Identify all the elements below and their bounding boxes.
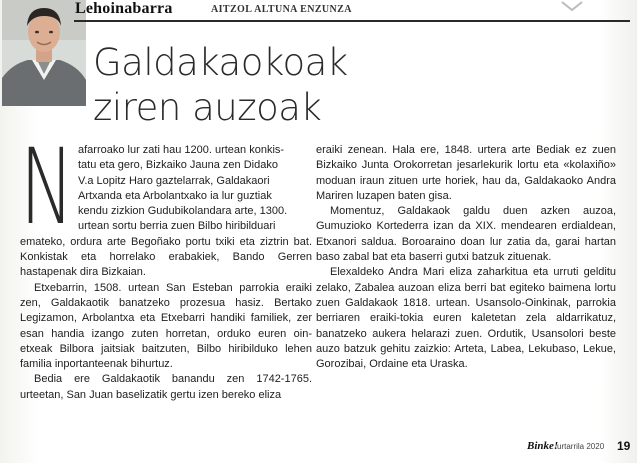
magazine-brand: Binke! [527, 440, 559, 452]
section-title: Lehoinabarra [75, 0, 173, 17]
intro-line: tatu eta gero, Bizkaiko Jauna zen Didako [78, 159, 278, 172]
intro-lines [20, 143, 312, 235]
paragraph: Momentuz, Galdakaok galdu duen azken auzoa, Gumuzioko Kortederra izan da XIX. mendearen erdialdean, Etxanori saldua. Boroaraino doan lur zatia da, garai hartan baso zabal bat eta baserri gutxi batzuk zituenak. [316, 205, 616, 264]
title-line-1: Galdakaokoak [93, 41, 348, 84]
page-number: 19 [617, 439, 631, 453]
intro-line: afarroako lur zati hau 1200. urtean konkis- [78, 144, 285, 156]
corner-decoration-icon [560, 0, 584, 20]
intro-line: Artxanda eta Arbolantxako ia lur guztiak [78, 189, 272, 202]
author-portrait-image [2, 0, 86, 106]
paragraph: Elexaldeko Andra Mari eliza zaharkitua eta urruti gelditu zelako, Zabalea auzoan eliza berri bat egiteko baimena lortu zuen Galdakaok 1818. urtean. Usansolo-Oinkinak, parrokia berriaren eraiki-tokia euren kaletetan zela aldarrikatuz, banatzeko aukera helarazi zuen. Ordutik, Usansolori beste auzo batzuk gehitu zaizkio: Arteta, Labea, Lekubaso, Lekue, Gorozibai, Ordaine eta Uraska. [316, 266, 616, 371]
header-rule [74, 20, 630, 22]
intro-line: V.a Lopitz Haro gaztelarrak, Galdakaori [78, 174, 270, 187]
article-column-right [316, 143, 616, 372]
article-title [93, 40, 348, 130]
issue-date: urtarrila 2020 [557, 442, 605, 451]
paragraph: eraiki zenean. Hala ere, 1848. urtera arte Bediak ez zuen Bizkaiko Junta Orokorretan jesarlekurik lortu eta «kolaxiño» moduan iraun zituen urte horiek, hau da, Galdakaoko Andra Mariren luzapen baten gisa. [316, 144, 616, 202]
author-name: AITZOL ALTUNA ENZUNZA [211, 4, 352, 15]
author-photo [2, 0, 86, 106]
article-column-left [20, 143, 312, 403]
paragraph: emateko, ordura arte Begoñako portu txiki eta ziztrin bat. Konkistak eta horrelako erabakiek, Bando Gerren hastapenak dira Bizkaian. [20, 235, 312, 279]
intro-line: urtean sortu berria zuen Bilbo hiribilduari [78, 220, 276, 233]
dropcap-letter: N [20, 126, 74, 248]
title-line-2: ziren auzoak [93, 86, 322, 129]
paragraph: Etxebarrin, 1508. urtean San Esteban parrokia eraiki zen, Galdakaotik banatzeko prozesua hasiz. Bertako Legizamon, Arbolantxa eta Etxebarri handiki familiek, zer esan handia izango zuten horretan, orduko euren oin-etxeak Bilbora jaitsiak baitzuten, Bilbo hiribilduko lehen familia inportanteenak bihurtuz. [20, 281, 312, 371]
intro-line: kendu zizkion Gudubikolandara arte, 1300. [78, 205, 288, 218]
paragraph: Bedia ere Galdakaotik banandu zen 1742-1765. urteetan, San Juan baselizatik gertu izen bereko eliza [20, 373, 312, 401]
